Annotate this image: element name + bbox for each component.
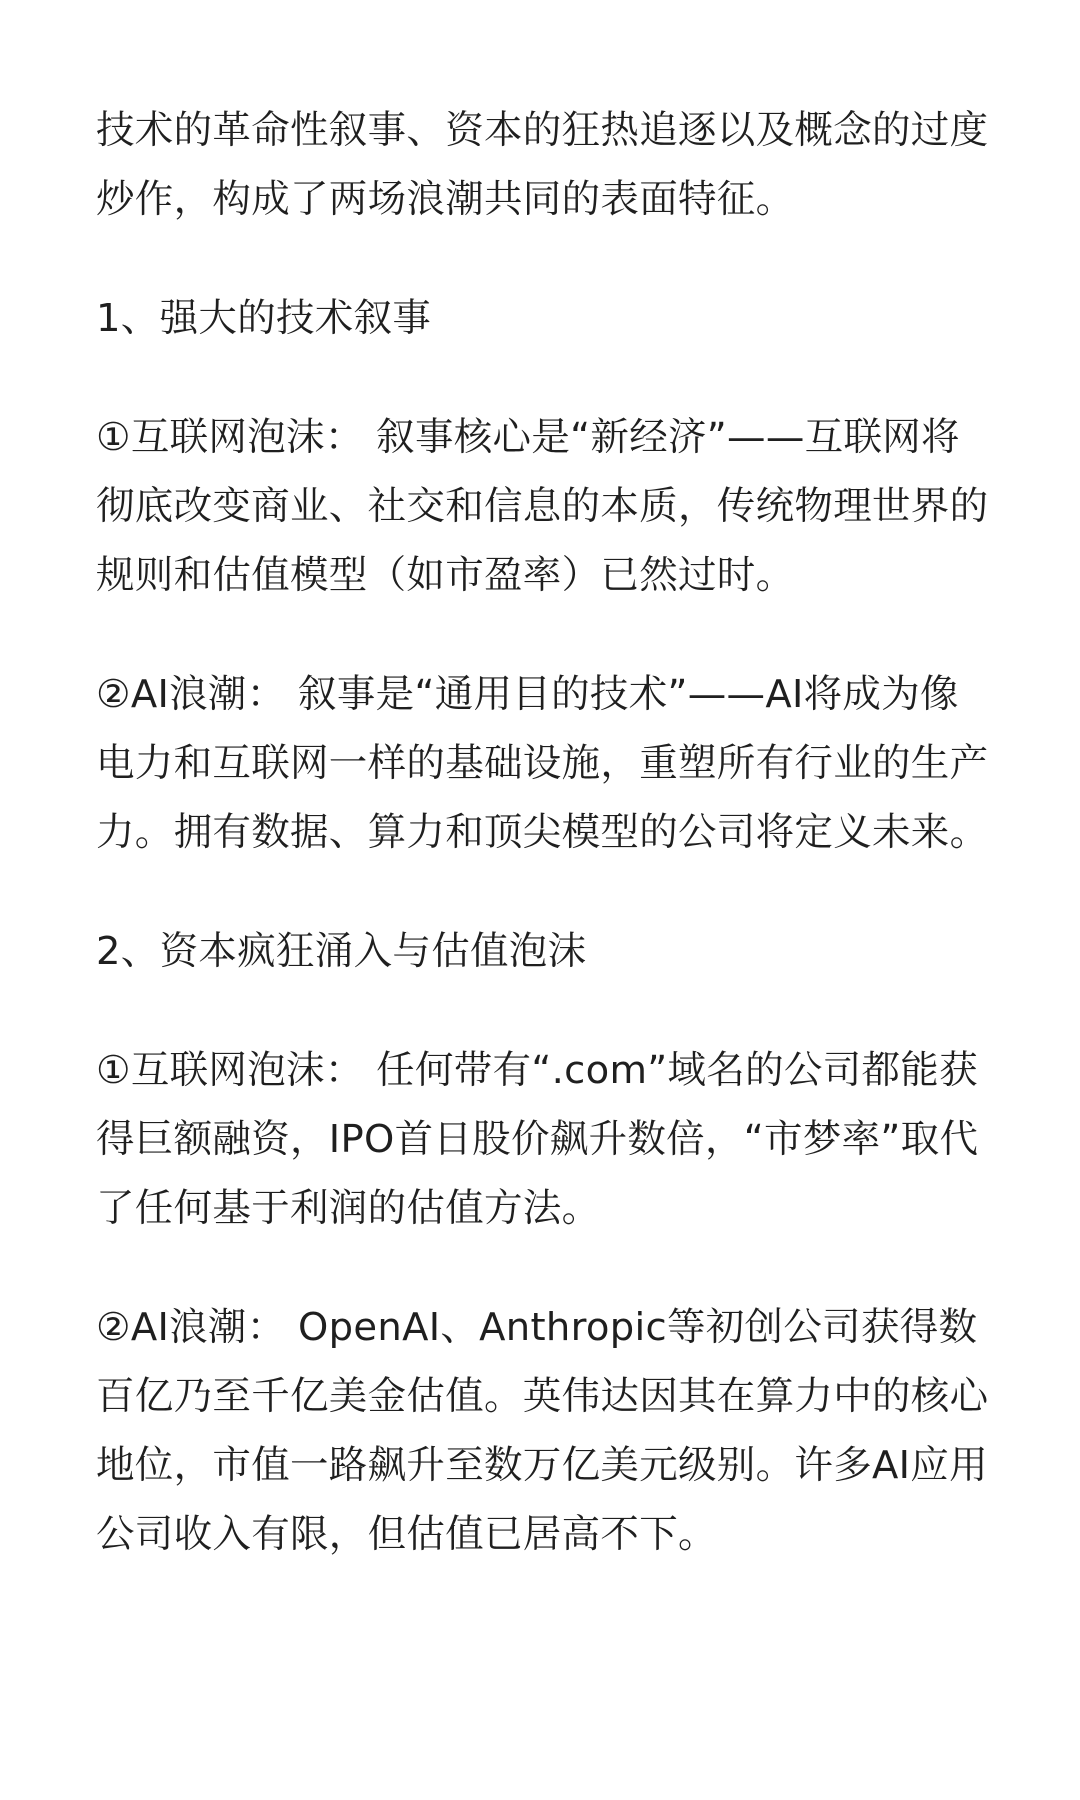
section-heading-capital-valuation: 2、资本疯狂涌入与估值泡沫 xyxy=(96,929,587,974)
paragraph-ai-wave-narrative: ②AI浪潮： 叙事是“通用目的技术”——AI将成为像电力和互联网一样的基础设施，重塑所有行业的生产力。拥有数据、算力和顶尖模型的公司将定义未来。 xyxy=(96,672,989,855)
paragraph-internet-bubble-narrative: ①互联网泡沫： 叙事核心是“新经济”——互联网将彻底改变商业、社交和信息的本质，传统物理世界的规则和估值模型（如市盈率）已然过时。 xyxy=(96,415,989,598)
paragraph-internet-bubble-capital: ①互联网泡沫： 任何带有“.com”域名的公司都能获得巨额融资，IPO首日股价飙升数倍，“市梦率”取代了任何基于利润的估值方法。 xyxy=(96,1048,979,1231)
paragraph-ai-wave-capital: ②AI浪潮： OpenAI、Anthropic等初创公司获得数百亿乃至千亿美金估值。英伟达因其在算力中的核心地位，市值一路飙升至数万亿美元级别。许多AI应用公司收入有限，但估值已居高不下。 xyxy=(96,1305,989,1557)
section-heading-technology-narrative: 1、强大的技术叙事 xyxy=(96,296,432,341)
intro-paragraph: 技术的革命性叙事、资本的狂热追逐以及概念的过度炒作，构成了两场浪潮共同的表面特征。 xyxy=(96,108,989,222)
